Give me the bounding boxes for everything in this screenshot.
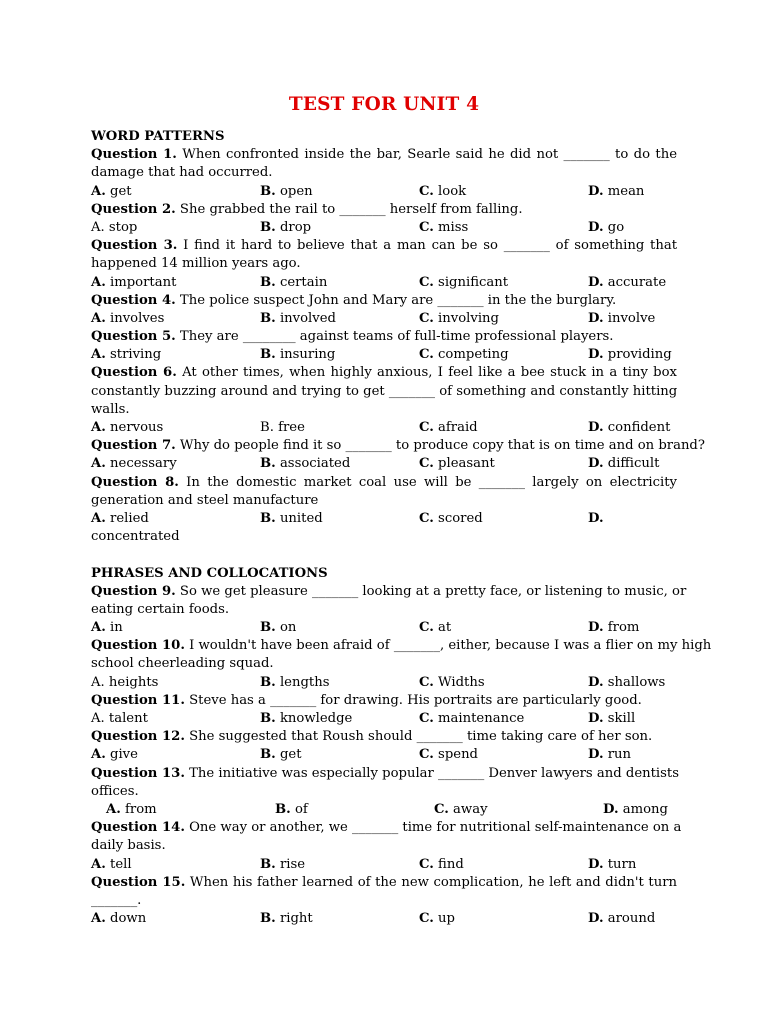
option-b [260,856,305,874]
option-d [588,510,604,528]
question-6 [91,364,677,437]
question-text-line [91,201,677,219]
option-text: difficult [603,456,660,472]
option-text: mean [603,183,645,199]
option-letter: C. [419,420,434,435]
option-d [588,455,659,473]
option-text: get [275,747,302,763]
question-text: They are ________ against teams of full-time professional players. [175,329,614,345]
answer-options [91,419,677,437]
option-text: providing [603,347,672,363]
option-c [419,674,485,692]
option-text: tell [105,856,132,872]
option-letter: D. [588,856,604,872]
option-c [419,910,455,928]
option-letter: B. [275,801,291,817]
option-text: rise [275,856,306,872]
option-letter: D. [588,183,604,199]
option-text: right [275,911,313,927]
option-letter: C. [419,620,434,636]
answer-options [91,346,677,364]
option-text: talent [104,711,148,726]
option-letter: B. [260,183,276,199]
question-text-line [91,164,677,182]
question-label: Question 15. [91,874,186,890]
question-text: walls. [91,401,130,417]
option-text: turn [603,856,637,872]
option-a [106,801,157,819]
option-letter: B. [260,674,276,690]
answer-options [91,710,677,728]
option-letter: A. [91,420,106,435]
answer-options [91,510,677,528]
question-1 [91,146,677,201]
option-letter: D. [588,747,604,763]
option-a [91,419,163,437]
option-letter: B. [260,911,276,927]
option-letter: C. [419,219,434,235]
option-d [588,674,665,692]
question-text-line [91,583,687,601]
option-text: drop [275,219,312,235]
option-d [588,710,635,728]
option-d [588,856,636,874]
option-letter: C. [434,801,449,817]
option-c [419,274,508,292]
option-a [91,746,138,764]
question-text: So we get pleasure _______ looking at a pretty face, or listening to music, or [175,583,687,599]
option-text: associated [275,456,351,472]
option-c [434,801,488,819]
question-label: Question 14. [91,820,185,836]
option-b [260,219,311,237]
option-letter: C. [419,310,434,326]
option-letter: B. [260,620,276,636]
option-text: Widths [433,674,485,690]
option-letter: C. [419,856,434,872]
option-c [419,856,464,874]
option-c [419,710,524,728]
option-text: free [273,420,305,435]
option-letter: D. [588,219,604,235]
option-letter: A. [91,711,105,726]
question-text-line [91,892,677,910]
question-label: Question 13. [91,765,185,781]
option-text: competing [433,347,509,363]
question-text: In the domestic market coal use will be _______ largely on electricity [178,474,677,490]
option-letter: D. [588,674,604,690]
option-letter: B. [260,747,276,763]
question-text-line [91,819,682,837]
option-letter: A. [91,856,106,872]
question-text: One way or another, we _______ time for nutritional self-maintenance on a [184,820,682,836]
option-letter: C. [419,911,434,927]
option-a [91,510,149,528]
option-letter: D. [588,911,604,927]
option-text: united [275,510,323,526]
option-text: pleasant [433,456,495,472]
option-c [419,619,451,637]
question-text-line [91,655,677,673]
question-text-line [91,237,677,255]
option-a [91,274,176,292]
option-d [603,801,668,819]
question-label: Question 11. [91,692,185,708]
option-text: involved [275,310,336,326]
answer-options [91,183,677,201]
option-d [588,310,655,328]
question-text: offices. [91,783,139,799]
question-text: school cheerleading squad. [91,656,274,672]
answer-options [91,455,677,473]
question-text-line [91,146,677,164]
option-text: relied [105,510,149,526]
question-label: Question 1. [91,147,177,163]
option-a [91,856,132,874]
question-text: She grabbed the rail to _______ herself from falling. [175,201,523,217]
option-b [260,183,313,201]
option-b [260,419,305,437]
option-text: run [603,747,632,763]
option-b [260,310,336,328]
question-text: I find it hard to believe that a man can be so _______ of something that [177,238,678,254]
option-letter: B. [260,711,276,726]
option-letter: B. [260,420,274,435]
option-text: in [105,620,123,636]
question-label: Question 2. [91,201,176,217]
answer-options [91,274,677,292]
option-b [260,674,329,692]
option-d [588,746,631,764]
question-label: Question 5. [91,329,176,345]
question-text-line [91,255,677,273]
question-10 [91,637,712,692]
question-text-line [91,401,677,419]
option-b [260,455,350,473]
option-b [260,710,352,728]
option-b [275,801,308,819]
answer-options [91,310,677,328]
option-letter: B. [260,856,276,872]
option-text: skill [603,711,636,726]
question-7 [91,437,705,473]
option-text: shallows [603,674,666,690]
test-content [91,128,712,928]
question-label: Question 12. [91,729,185,745]
option-letter: D. [588,310,604,326]
option-c [419,183,466,201]
option-text: from [603,620,640,636]
question-label: Question 8. [91,474,179,490]
option-letter: B. [260,310,276,326]
option-letter: D. [588,510,604,526]
option-c [419,455,495,473]
option-text: get [105,183,132,199]
question-2 [91,201,677,237]
question-text-line [91,637,712,655]
option-text: scored [433,510,483,526]
question-text: Steve has a _______ for drawing. His portraits are particularly good. [184,692,642,708]
question-14 [91,819,682,874]
option-text: certain [275,274,328,290]
option-text: of [290,801,308,817]
option-letter: D. [588,620,604,636]
option-letter: D. [588,711,604,726]
option-c [419,510,483,528]
option-text: accurate [603,274,667,290]
question-4 [91,292,677,328]
option-text: go [603,219,625,235]
option-letter: A. [91,911,106,927]
question-label: Question 4. [91,292,176,308]
question-label: Question 7. [91,438,176,454]
option-c [419,419,478,437]
question-15 [91,874,677,929]
option-letter: A. [91,510,106,526]
answer-options [91,801,677,819]
option-d [588,346,672,364]
question-text: happened 14 million years ago. [91,256,301,272]
option-letter: A. [91,219,105,235]
question-text: At other times, when highly anxious, I feel like a bee stuck in a tiny box [176,365,677,381]
option-letter: B. [260,274,276,290]
option-letter: C. [419,747,434,763]
option-a [91,310,164,328]
option-text: around [603,911,656,927]
option-letter: A. [91,347,106,363]
answer-options [91,910,677,928]
question-text-line [91,728,677,746]
option-a [91,910,146,928]
question-text-line [91,364,677,382]
page-title: TEST FOR UNIT 4 [288,94,480,115]
option-d-continued: concentrated [91,529,180,545]
answer-options [91,619,677,637]
question-text-line [91,383,677,401]
option-letter: A. [91,674,105,690]
option-text: miss [433,219,469,235]
option-text: insuring [275,347,336,363]
question-text-line [91,601,677,619]
option-a [91,619,123,637]
question-text: The initiative was especially popular _______ Denver lawyers and dentists [184,765,679,781]
question-11 [91,692,677,728]
option-d [588,619,639,637]
question-13 [91,765,677,820]
question-text-line [91,437,705,455]
option-text: significant [433,274,509,290]
option-text: give [105,747,138,763]
answer-options [91,856,677,874]
option-letter: A. [106,801,121,817]
question-3 [91,237,677,292]
option-b [260,910,313,928]
option-text: up [433,911,455,927]
question-text-line [91,765,677,783]
option-text: important [105,274,177,290]
question-text-line [91,874,677,892]
question-text: generation and steel manufacture [91,492,319,508]
option-letter: A. [91,456,106,472]
option-a [91,710,148,728]
option-c [419,346,509,364]
option-letter: A. [91,620,106,636]
option-text: from [120,801,157,817]
option-text: necessary [105,456,177,472]
option-d [588,419,670,437]
option-text: on [275,620,297,636]
option-text: involves [105,310,165,326]
option-text: at [433,620,452,636]
option-text: find [433,856,464,872]
option-text: lengths [275,674,330,690]
option-letter: B. [260,510,276,526]
option-letter: C. [419,274,434,290]
option-d [588,274,666,292]
option-letter: A. [91,183,106,199]
question-text-line [91,837,677,855]
question-text: The police suspect John and Mary are _______ in the the burglary. [175,292,617,308]
section-heading-phrases: PHRASES AND COLLOCATIONS [91,565,328,581]
question-label: Question 9. [91,583,176,599]
option-d [588,183,644,201]
option-a [91,346,161,364]
option-letter: A. [91,747,106,763]
option-letter: D. [588,456,604,472]
option-text: away [448,801,488,817]
question-text: _______. [91,892,142,908]
option-b [260,274,327,292]
question-8 [91,474,677,547]
question-text-line [91,692,677,710]
question-text-line [91,492,677,510]
section-heading-word-patterns: WORD PATTERNS [91,129,225,144]
question-label: Question 3. [91,238,178,254]
question-text-line [91,292,677,310]
option-b [260,346,335,364]
option-a [91,674,158,692]
option-text: confident [603,420,671,435]
option-text: involve [603,310,656,326]
question-text-line [91,474,677,492]
option-text: involving [433,310,499,326]
question-5 [91,328,677,364]
option-letter: B. [260,456,276,472]
question-text: daily basis. [91,838,166,854]
option-text: striving [105,347,162,363]
option-a [91,183,132,201]
option-text: open [275,183,313,199]
option-letter: B. [260,219,276,235]
option-text: nervous [105,420,164,435]
option-letter: C. [419,510,434,526]
option-letter: B. [260,347,276,363]
option-letter: C. [419,456,434,472]
question-label: Question 6. [91,365,177,381]
question-text: Why do people find it so _______ to produce copy that is on time and on brand? [175,438,705,454]
option-letter: D. [588,420,604,435]
option-text: look [433,183,467,199]
answer-options [91,219,677,237]
question-text: eating certain foods. [91,601,230,617]
option-b [260,746,302,764]
question-text: constantly buzzing around and trying to get _______ of something and constantly hitting [91,383,678,399]
question-9 [91,583,687,638]
question-label: Question 10. [91,638,185,654]
option-b [260,619,296,637]
option-d [588,219,624,237]
option-text: heights [104,674,159,690]
option-d [588,910,655,928]
question-text: When his father learned of the new complication, he left and didn't turn [185,874,677,890]
option-text: afraid [433,420,478,435]
option-b [260,510,323,528]
section-spacer [91,546,677,564]
option-text: among [618,801,668,817]
option-letter: C. [419,674,434,690]
option-text: knowledge [275,711,353,726]
answer-options [91,674,677,692]
option-letter: C. [419,711,434,726]
option-letter: D. [603,801,619,817]
option-letter: D. [588,274,604,290]
question-text: I wouldn't have been afraid of _______, either, because I was a flier on my high [184,638,712,654]
question-text: damage that had occurred. [91,165,273,181]
option-letter: D. [588,347,604,363]
option-text: stop [104,219,138,235]
option-text: maintenance [433,711,525,726]
option-letter: A. [91,310,106,326]
question-text-line [91,783,677,801]
option-letter: A. [91,274,106,290]
option-c [419,219,468,237]
question-12 [91,728,677,764]
option-a [91,455,177,473]
option-letter: C. [419,347,434,363]
option-c [419,310,499,328]
option-text: down [105,911,147,927]
option-c [419,746,478,764]
answer-options [91,746,677,764]
option-letter: C. [419,183,434,199]
question-text: When confronted inside the bar, Searle said he did not _______ to do the [176,147,677,163]
question-text-line [91,328,677,346]
option-a [91,219,137,237]
question-text: She suggested that Roush should _______ time taking care of her son. [184,729,653,745]
option-text: spend [433,747,479,763]
